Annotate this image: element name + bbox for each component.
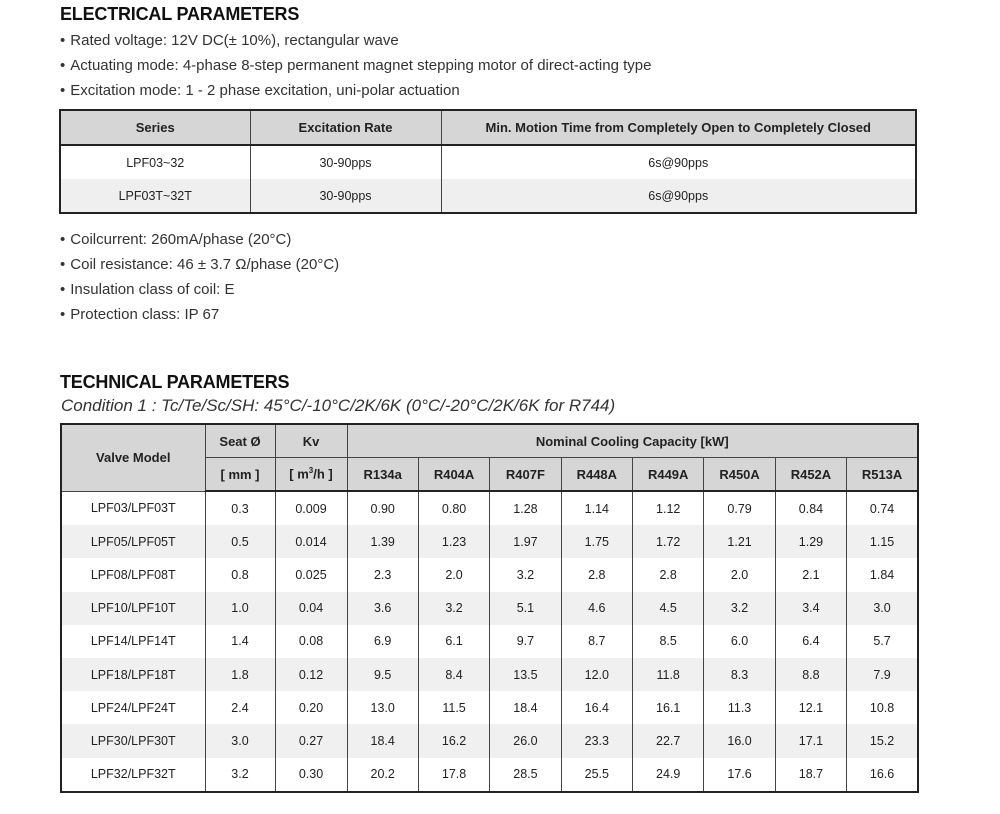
cell-cooling-capacity: 3.6 xyxy=(347,592,418,625)
col-header-refrigerant: R404A xyxy=(418,458,489,492)
col-header-refrigerant: R134a xyxy=(347,458,418,492)
cell-valve-model: LPF24/LPF24T xyxy=(61,691,205,724)
cell-cooling-capacity: 1.97 xyxy=(490,525,561,558)
col-header-refrigerant: R450A xyxy=(704,458,775,492)
table-row xyxy=(60,145,916,179)
col-header-nominal-cooling-capacity: Nominal Cooling Capacity [kW] xyxy=(347,424,918,458)
cell-cooling-capacity: 6.4 xyxy=(775,625,846,658)
cell-cooling-capacity: 2.8 xyxy=(561,558,632,591)
cell-cooling-capacity: 16.0 xyxy=(704,724,775,757)
cell-cooling-capacity: 1.21 xyxy=(704,525,775,558)
table-header-row xyxy=(61,424,918,458)
cell-cooling-capacity: 25.5 xyxy=(561,758,632,792)
excitation-table xyxy=(59,109,917,214)
cell-cooling-capacity: 7.9 xyxy=(847,658,918,691)
cell-cooling-capacity: 28.5 xyxy=(490,758,561,792)
unit-kv-prefix: [ m xyxy=(289,466,309,482)
bullet-rated-voltage: • Rated voltage: 12V DC(± 10%), rectangular wave xyxy=(60,28,651,53)
cell-cooling-capacity: 0.74 xyxy=(847,491,918,525)
cell-kv: 0.04 xyxy=(275,592,347,625)
cell-valve-model: LPF14/LPF14T xyxy=(61,625,205,658)
cell-seat: 1.8 xyxy=(205,658,275,691)
cell-cooling-capacity: 17.1 xyxy=(775,724,846,757)
cell-cooling-capacity: 16.2 xyxy=(418,724,489,757)
cell-cooling-capacity: 11.8 xyxy=(633,658,704,691)
cell-cooling-capacity: 2.0 xyxy=(418,558,489,591)
cell-cooling-capacity: 1.23 xyxy=(418,525,489,558)
cell-cooling-capacity: 8.7 xyxy=(561,625,632,658)
cell-cooling-capacity: 3.2 xyxy=(704,592,775,625)
cell-cooling-capacity: 20.2 xyxy=(347,758,418,792)
cell-seat: 0.8 xyxy=(205,558,275,591)
col-header-series: Series xyxy=(60,110,250,145)
col-header-refrigerant: R449A xyxy=(633,458,704,492)
table-row xyxy=(61,758,918,792)
cell-kv: 0.025 xyxy=(275,558,347,591)
cell-cooling-capacity: 4.6 xyxy=(561,592,632,625)
table-row xyxy=(61,558,918,591)
cell-cooling-capacity: 24.9 xyxy=(633,758,704,792)
cell-seat: 1.0 xyxy=(205,592,275,625)
unit-kv-superscript: 3 xyxy=(308,466,314,476)
cell-seat: 0.3 xyxy=(205,491,275,525)
cell-cooling-capacity: 15.2 xyxy=(847,724,918,757)
cell-cooling-capacity: 2.1 xyxy=(775,558,846,591)
table-row xyxy=(61,658,918,691)
cell-seat: 3.0 xyxy=(205,724,275,757)
bullet-insulation-class: • Insulation class of coil: E xyxy=(60,277,339,302)
cell-cooling-capacity: 8.3 xyxy=(704,658,775,691)
table-row xyxy=(61,592,918,625)
cell-seat: 0.5 xyxy=(205,525,275,558)
cell-cooling-capacity: 1.39 xyxy=(347,525,418,558)
bullet-coil-resistance: • Coil resistance: 46 ± 3.7 Ω/phase (20°C) xyxy=(60,252,339,277)
cell-cooling-capacity: 6.0 xyxy=(704,625,775,658)
unit-seat: [ mm ] xyxy=(205,458,275,492)
table-row xyxy=(61,525,918,558)
cell-cooling-capacity: 17.8 xyxy=(418,758,489,792)
electrical-bullet-list xyxy=(60,28,651,103)
cell-cooling-capacity: 16.6 xyxy=(847,758,918,792)
table-row xyxy=(61,724,918,757)
cell-cooling-capacity: 16.1 xyxy=(633,691,704,724)
cell-kv: 0.30 xyxy=(275,758,347,792)
cell-excitation-rate: 30-90pps xyxy=(250,145,441,179)
cell-excitation-rate: 30-90pps xyxy=(250,179,441,213)
cell-cooling-capacity: 0.79 xyxy=(704,491,775,525)
cell-motion-time: 6s@90pps xyxy=(441,179,916,213)
cell-seat: 2.4 xyxy=(205,691,275,724)
cell-cooling-capacity: 23.3 xyxy=(561,724,632,757)
cell-cooling-capacity: 5.1 xyxy=(490,592,561,625)
cell-kv: 0.27 xyxy=(275,724,347,757)
cell-cooling-capacity: 3.4 xyxy=(775,592,846,625)
cell-cooling-capacity: 3.0 xyxy=(847,592,918,625)
cell-cooling-capacity: 1.84 xyxy=(847,558,918,591)
col-header-refrigerant: R407F xyxy=(490,458,561,492)
cell-cooling-capacity: 8.5 xyxy=(633,625,704,658)
col-header-refrigerant: R448A xyxy=(561,458,632,492)
cell-cooling-capacity: 12.0 xyxy=(561,658,632,691)
table-row xyxy=(61,491,918,525)
technical-table-body xyxy=(61,491,918,792)
cell-cooling-capacity: 1.29 xyxy=(775,525,846,558)
cell-cooling-capacity: 11.5 xyxy=(418,691,489,724)
cell-cooling-capacity: 5.7 xyxy=(847,625,918,658)
cell-series: LPF03T~32T xyxy=(60,179,250,213)
cell-cooling-capacity: 6.1 xyxy=(418,625,489,658)
cell-cooling-capacity: 11.3 xyxy=(704,691,775,724)
cell-cooling-capacity: 1.28 xyxy=(490,491,561,525)
condition-text: Condition 1 : Tc/Te/Sc/SH: 45°C/-10°C/2K/6K (0°C/-20°C/2K/6K for R744) xyxy=(61,396,616,415)
table-row xyxy=(61,625,918,658)
cell-cooling-capacity: 0.84 xyxy=(775,491,846,525)
cell-cooling-capacity: 12.1 xyxy=(775,691,846,724)
cell-cooling-capacity: 18.7 xyxy=(775,758,846,792)
cell-cooling-capacity: 8.4 xyxy=(418,658,489,691)
col-header-refrigerant: R452A xyxy=(775,458,846,492)
cell-cooling-capacity: 26.0 xyxy=(490,724,561,757)
cell-kv: 0.009 xyxy=(275,491,347,525)
cell-valve-model: LPF10/LPF10T xyxy=(61,592,205,625)
cell-cooling-capacity: 6.9 xyxy=(347,625,418,658)
cell-motion-time: 6s@90pps xyxy=(648,155,709,170)
table-row xyxy=(60,179,916,213)
cell-cooling-capacity: 8.8 xyxy=(775,658,846,691)
cell-cooling-capacity: 4.5 xyxy=(633,592,704,625)
electrical-parameters-title: ELECTRICAL PARAMETERS xyxy=(60,4,300,24)
cell-valve-model: LPF03/LPF03T xyxy=(61,491,205,525)
cell-cooling-capacity: 22.7 xyxy=(633,724,704,757)
cell-cooling-capacity: 2.3 xyxy=(347,558,418,591)
cell-kv: 0.08 xyxy=(275,625,347,658)
cell-cooling-capacity: 16.4 xyxy=(561,691,632,724)
technical-parameters-table xyxy=(60,423,919,793)
cell-valve-model: LPF05/LPF05T xyxy=(61,525,205,558)
cell-cooling-capacity: 18.4 xyxy=(490,691,561,724)
cell-seat: 1.4 xyxy=(205,625,275,658)
cell-kv: 0.014 xyxy=(275,525,347,558)
unit-kv-suffix: /h ] xyxy=(313,466,333,482)
bullet-excitation-mode: • Excitation mode: 1 - 2 phase excitation, uni-polar actuation xyxy=(60,78,651,103)
col-header-refrigerant: R513A xyxy=(847,458,918,492)
cell-valve-model: LPF08/LPF08T xyxy=(61,558,205,591)
col-header-seat: Seat Ø xyxy=(205,424,275,458)
cell-cooling-capacity: 1.72 xyxy=(633,525,704,558)
cell-cooling-capacity: 3.2 xyxy=(418,592,489,625)
cell-cooling-capacity: 1.75 xyxy=(561,525,632,558)
col-header-valve-model: Valve Model xyxy=(61,424,205,491)
bullet-coil-current: • Coilcurrent: 260mA/phase (20°C) xyxy=(60,227,339,252)
col-header-min-motion-time: Min. Motion Time from Completely Open to Completely Closed xyxy=(441,110,916,145)
cell-valve-model: LPF32/LPF32T xyxy=(61,758,205,792)
table-header-row xyxy=(60,110,916,145)
cell-cooling-capacity: 1.12 xyxy=(633,491,704,525)
cell-cooling-capacity: 17.6 xyxy=(704,758,775,792)
coil-bullet-list xyxy=(60,227,339,327)
cell-valve-model: LPF18/LPF18T xyxy=(61,658,205,691)
cell-cooling-capacity: 18.4 xyxy=(347,724,418,757)
cell-cooling-capacity: 0.80 xyxy=(418,491,489,525)
bullet-actuating-mode: • Actuating mode: 4-phase 8-step permanent magnet stepping motor of direct-acting type xyxy=(60,53,651,78)
cell-seat: 3.2 xyxy=(205,758,275,792)
cell-cooling-capacity: 13.5 xyxy=(490,658,561,691)
cell-kv: 0.20 xyxy=(275,691,347,724)
cell-cooling-capacity: 13.0 xyxy=(347,691,418,724)
cell-series: LPF03~32 xyxy=(60,145,250,179)
cell-cooling-capacity: 10.8 xyxy=(847,691,918,724)
cell-valve-model: LPF30/LPF30T xyxy=(61,724,205,757)
cell-cooling-capacity: 9.5 xyxy=(347,658,418,691)
technical-parameters-title: TECHNICAL PARAMETERS xyxy=(60,372,290,392)
cell-cooling-capacity: 3.2 xyxy=(490,558,561,591)
cell-kv: 0.12 xyxy=(275,658,347,691)
cell-cooling-capacity: 1.14 xyxy=(561,491,632,525)
cell-cooling-capacity: 0.90 xyxy=(347,491,418,525)
cell-cooling-capacity: 2.8 xyxy=(633,558,704,591)
col-header-kv: Kv xyxy=(275,424,347,458)
unit-kv xyxy=(275,458,347,492)
cell-cooling-capacity: 9.7 xyxy=(490,625,561,658)
cell-cooling-capacity: 1.15 xyxy=(847,525,918,558)
cell-cooling-capacity: 2.0 xyxy=(704,558,775,591)
table-row xyxy=(61,691,918,724)
col-header-excitation-rate: Excitation Rate xyxy=(250,110,441,145)
bullet-protection-class: • Protection class: IP 67 xyxy=(60,302,339,327)
